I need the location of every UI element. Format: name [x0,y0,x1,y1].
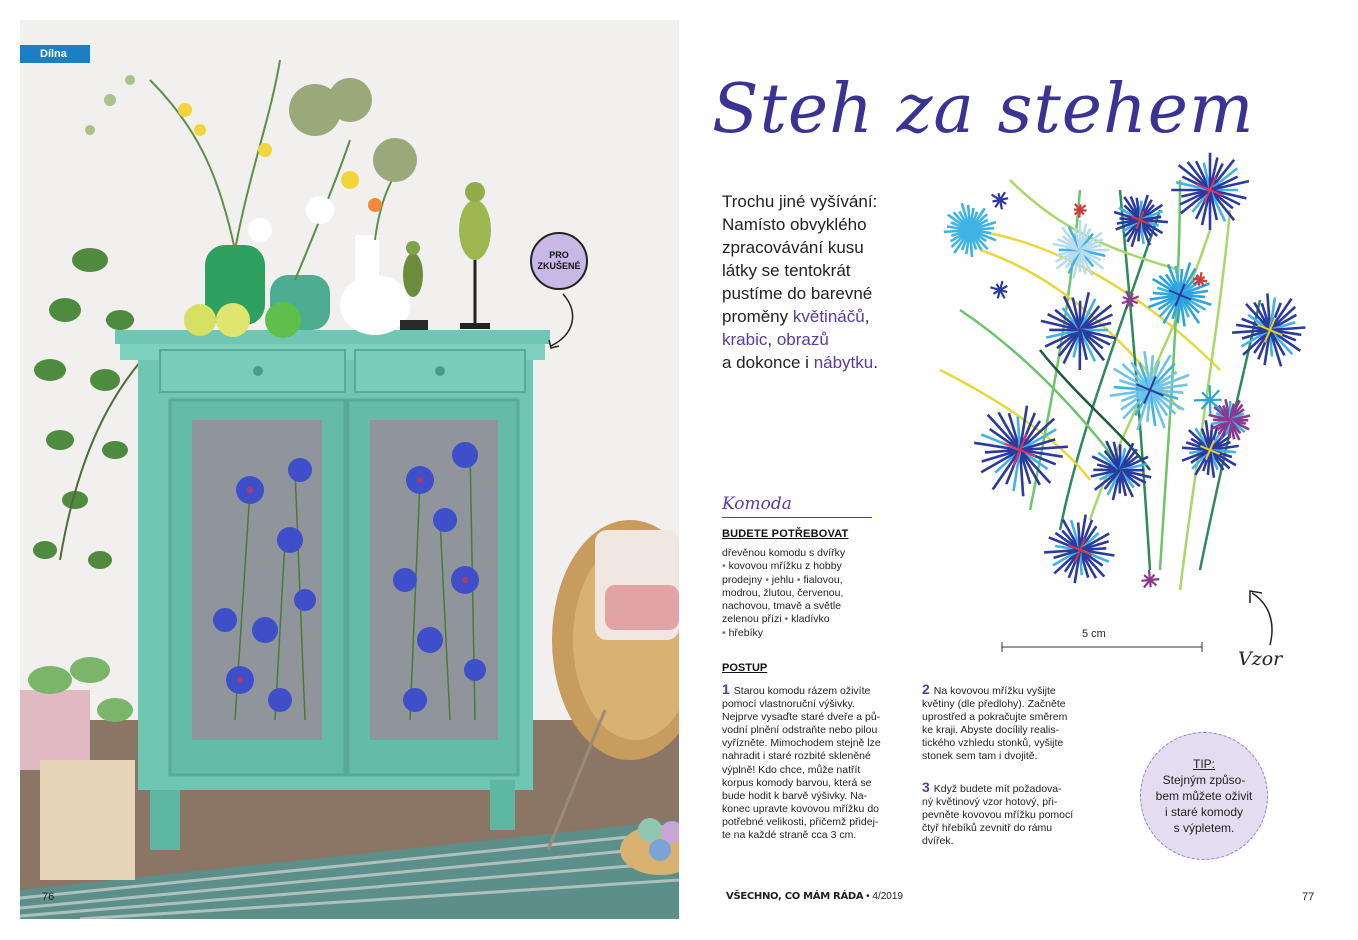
intro-text-fragment: . [873,353,878,372]
embroidery-pattern-illustration [880,150,1340,630]
materials-heading: BUDETE POTŘEBOVAT [722,528,849,540]
step-line: ke kraji. Abyste docílily realis- [922,724,1060,737]
step-line: květiny (dle předlohy). Začněte [922,698,1066,711]
intro-line: Namísto obvyklého [722,215,867,234]
tip-line: i staré komody [1164,805,1244,819]
bullet-icon: • [722,626,729,639]
materials-line [722,560,882,573]
step-text: Starou komodu rázem oživíte [733,685,871,697]
step-number: 1 [722,681,730,697]
intro-line: látky se tentokrát [722,261,851,280]
materials-item: fialovou, [803,573,843,586]
highlight-flowerpots: květináčů [792,307,865,326]
intro-text-fragment: proměny [722,307,793,326]
pattern-arrow-icon [1240,585,1280,647]
stitch-line [1210,390,1219,400]
project-heading: Komoda [722,494,792,514]
step-text: Na kovovou mřížku vyšijte [933,685,1056,697]
step-line: čtyř hřebíků zevnitř do rámu [922,822,1053,835]
pattern-label: Vzor [1238,648,1283,670]
step-line: výplně! Kdo chce, může natřít [722,763,861,776]
intro-text-fragment: a dokonce i [722,353,814,372]
tip-line: s výpletem. [1173,821,1235,835]
step-number: 3 [922,779,930,795]
step-2 [922,683,1102,764]
materials-list [722,547,882,640]
step-text: Když budete mít požadova- [933,783,1062,795]
materials-item: zelenou přízi [722,613,782,626]
stitch-line [1200,272,1202,280]
highlight-furniture: nábytku [813,353,874,372]
badge-line-1: PRO [549,250,569,260]
materials-item: kladívko [791,613,830,626]
badge-arrow-icon [545,292,585,354]
intro-text-fragment: , [767,330,777,349]
page-number-left: 76 [42,891,55,903]
step-line [922,781,1102,796]
heading-divider [722,517,872,518]
step-line: ný květinový vzor hotový, při- [922,796,1058,809]
highlight-boxes: krabic [722,330,768,349]
intro-text-fragment: , [864,307,870,326]
scale-bar [1000,640,1204,654]
intro-line: Trochu jiné vyšívání: [722,192,878,211]
step-line: pomocí vlastnoruční výšivky. [722,698,855,711]
bullet-icon: • [793,573,804,586]
bullet-icon: • [722,560,729,573]
step-line [722,683,902,698]
step-3 [922,781,1102,848]
step-line: tického vzhledu stonků, vyšijte [922,737,1064,750]
materials-line: nachovou, tmavě a světle [722,600,842,613]
materials-item: prodejny [722,573,763,586]
step-line: vodní plnění odstraňte nebo pilou [722,724,878,737]
tip-line: Stejným způso- [1162,773,1246,787]
badge-line-2: ZKUŠENÉ [537,261,581,271]
step-line: potřebné velikosti, přičemž přidej- [722,815,879,828]
tip-title: TIP: [1192,757,1215,771]
materials-item: jehlu [771,573,794,586]
step-1 [722,683,902,842]
tip-line: bem můžete oživit [1155,789,1253,803]
page-number-right: 77 [1302,891,1315,903]
intro-line: pustíme do barevné [722,284,873,303]
procedure-heading: POSTUP [722,662,768,674]
step-line: dvířek. [922,835,954,848]
tip-bubble [1140,732,1268,860]
materials-item: hřebíky [728,626,764,639]
highlight-pictures: obrazů [776,330,829,349]
materials-line [722,613,882,626]
step-line: uprostřed a pokračujte směrem [922,711,1068,724]
cabinet-photo [20,20,679,919]
materials-line: modrou, žlutou, červenou, [722,586,844,599]
page-title: Steh za stehem [712,70,1255,149]
materials-item: kovovou mřížku z hobby [728,560,842,573]
step-line: stonek sem tam i dvojitě. [922,750,1038,763]
step-number: 2 [922,681,930,697]
section-tag: Dílna [20,45,90,63]
step-line: korpus komody barvou, která se [722,776,872,789]
scale-label: 5 cm [1082,628,1106,640]
step-line: nahradit i staré rozbité skleněné [722,750,871,763]
step-line: pevněte kovovou mřížku pomocí [922,809,1074,822]
stitch-line [1149,570,1150,580]
difficulty-badge [530,232,588,290]
materials-line [722,574,882,587]
materials-line: dřevěnou komodu s dvířky [722,547,846,559]
step-line [922,683,1102,698]
step-line: te na každé straně cca 3 cm. [722,829,857,842]
intro-line: zpracovávání kusu [722,238,864,257]
step-line: Nejprve vysaďte staré dveře a pů- [722,711,881,724]
magazine-name: VŠECHNO, CO MÁM RÁDA [726,891,864,902]
step-line: bude hodit k barvě výšivky. Na- [722,789,868,802]
footer [726,891,903,902]
step-line: vyřízněte. Mimochodem stejně lze [722,737,881,750]
bullet-icon: • [781,613,792,626]
materials-line [722,627,882,640]
issue-number: • 4/2019 [863,891,903,902]
step-line: konec upravte kovovou mřížku do [722,802,879,815]
bullet-icon: • [762,573,772,586]
